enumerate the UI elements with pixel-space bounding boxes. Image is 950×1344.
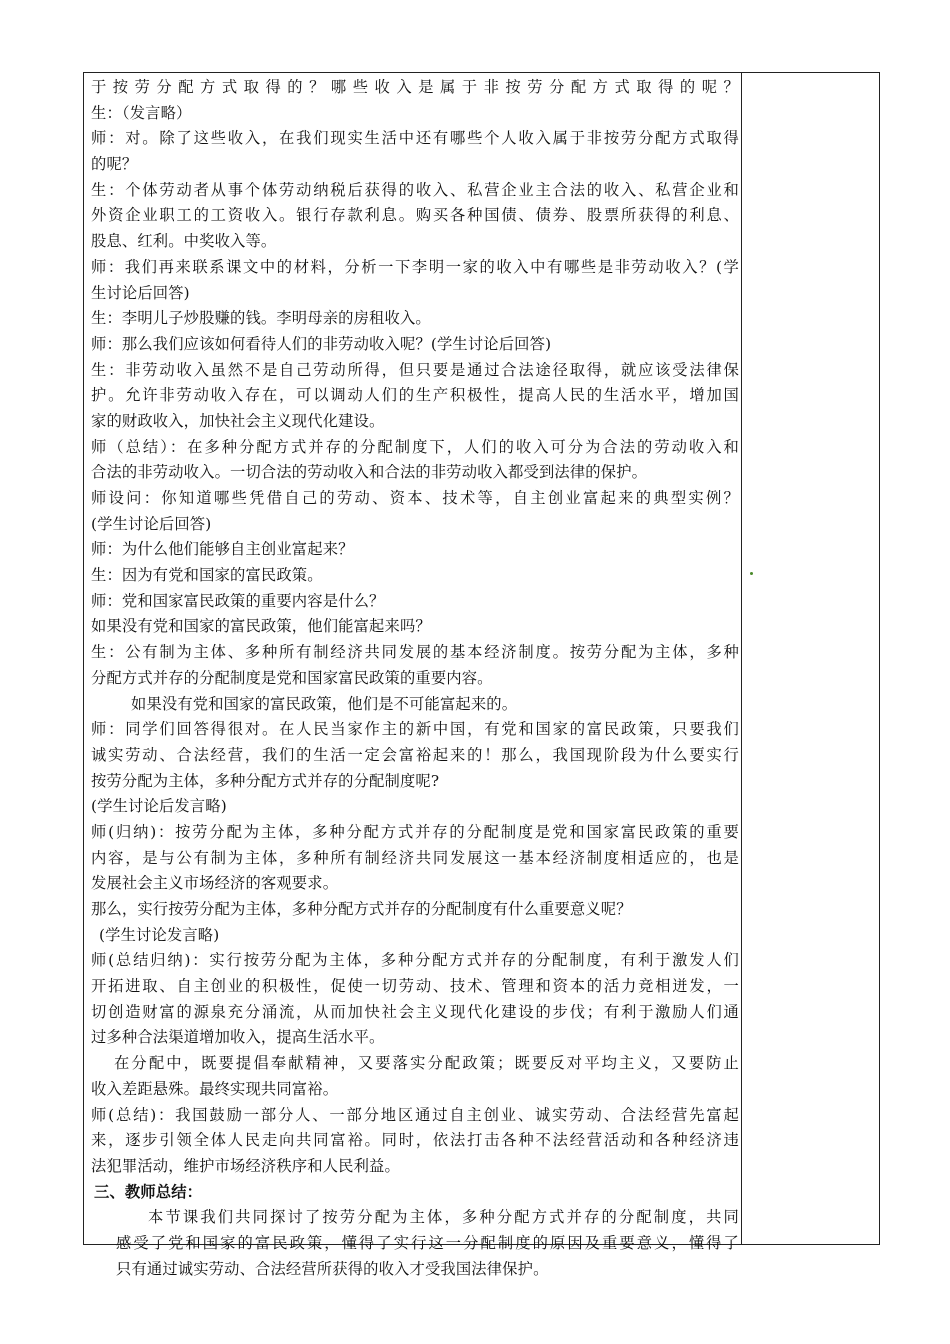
text-line: 生：个体劳动者从事个体劳动纳税后获得的收入、私营企业主合法的收入、私营企业和 [91, 180, 739, 199]
text-line: 师(总结)：我国鼓励一部分人、一部分地区通过自主创业、诚实劳动、合法经营先富起 [91, 1105, 739, 1124]
text-line: 师（总结）：在多种分配方式并存的分配制度下，人们的收入可分为合法的劳动收入和 [91, 437, 739, 456]
text-line: 法犯罪活动，维护市场经济秩序和人民利益。 [91, 1156, 400, 1175]
text-line: (学生讨论发言略) [99, 925, 220, 944]
text-line: 生：（发言略） [91, 103, 192, 122]
text-line: 只有通过诚实劳动、合法经营所获得的收入才受我国法律保护。 [116, 1259, 549, 1278]
text-line: 师(总结归纳)：实行按劳分配为主体，多种分配方式并存的分配制度，有利于激发人们 [91, 951, 739, 970]
text-line: 发展社会主义市场经济的客观要求。 [91, 874, 339, 893]
text-line: 师：那么我们应该如何看待人们的非劳动收入呢？(学生讨论后回答) [91, 334, 552, 353]
text-line: 分配方式并存的分配制度是党和国家富民政策的重要内容。 [91, 668, 493, 687]
text-line: 按劳分配为主体，多种分配方式并存的分配制度呢? [91, 771, 440, 790]
text-line: 感受了党和国家的富民政策，懂得了实行这一分配制度的原因及重要意义，懂得了 [116, 1233, 739, 1252]
text-line: 师设问：你知道哪些凭借自己的劳动、资本、技术等，自主创业富起来的典型实例？ [91, 489, 739, 507]
text-line: 家的财政收入，加快社会主义现代化建设。 [91, 411, 385, 430]
text-line: 合法的非劳动收入。一切合法的劳动收入和合法的非劳动收入都受到法律的保护。 [91, 463, 648, 482]
text-line: 过多种合法渠道增加收入，提高生活水平。 [91, 1028, 385, 1047]
text-line: 生：公有制为主体、多种所有制经济共同发展的基本经济制度。按劳分配为主体，多种 [91, 643, 739, 662]
text-line: 诚实劳动、合法经营，我们的生活一定会富裕起来的！那么，我国现阶段为什么要实行 [91, 745, 739, 764]
text-line: 外资企业职工的工资收入。银行存款利息。购买各种国债、债券、股票所获得的利息、 [91, 206, 739, 225]
text-line: 内容，是与公有制为主体，多种所有制经济共同发展这一基本经济制度相适应的，也是 [91, 848, 739, 867]
text-line: 股息、红利。中奖收入等。 [91, 232, 277, 251]
stray-mark [750, 572, 753, 575]
text-line: 师：同学们回答得很对。在人民当家作主的新中国，有党和国家的富民政策，只要我们 [91, 720, 739, 739]
text-line: 于按劳分配方式取得的？哪些收入是属于非按劳分配方式取得的呢？ [91, 78, 739, 96]
text-line: 如果没有党和国家的富民政策，他们是不可能富起来的。 [131, 694, 518, 713]
text-line: 师：我们再来联系课文中的材料，分析一下李明一家的收入中有哪些是非劳动收入？(学 [91, 257, 739, 276]
text-line: 在分配中，既要提倡奉献精神，又要落实分配政策；既要反对平均主义，又要防止 [114, 1054, 739, 1073]
text-line: (学生讨论后发言略) [91, 797, 227, 816]
column-divider [741, 72, 742, 1245]
text-line: 师(归纳)：按劳分配为主体，多种分配方式并存的分配制度是党和国家富民政策的重要 [91, 822, 739, 841]
text-line: 开拓进取、自主创业的积极性，促使一切劳动、技术、管理和资本的活力竞相迸发，一 [91, 977, 739, 996]
text-line: 师：对。除了这些收入，在我们现实生活中还有哪些个人收入属于非按劳分配方式取得 [91, 129, 739, 148]
text-line: 生讨论后回答) [91, 283, 190, 302]
text-line: 的呢？ [91, 155, 138, 174]
text-line: 收入差距悬殊。最终实现共同富裕。 [91, 1079, 339, 1098]
section-heading: 三、教师总结： [94, 1182, 203, 1201]
text-line: 护。允许非劳动收入存在，可以调动人们的生产积极性，提高人民的生活水平，增加国 [91, 386, 739, 405]
text-line: 切创造财富的源泉充分涌流，从而加快社会主义现代化建设的步伐；有利于激励人们通 [91, 1002, 739, 1021]
text-line: 如果没有党和国家的富民政策，他们能富起来吗？ [91, 617, 431, 636]
text-line: 本节课我们共同探讨了按劳分配为主体，多种分配方式并存的分配制度，共同 [148, 1208, 739, 1227]
text-line: 生：因为有党和国家的富民政策。 [91, 566, 323, 585]
lesson-content [91, 75, 739, 1282]
text-line: 那么，实行按劳分配为主体，多种分配方式并存的分配制度有什么重要意义呢？ [91, 900, 632, 918]
text-line: 来，逐步引领全体人民走向共同富裕。同时，依法打击各种不法经营活动和各种经济违 [91, 1131, 739, 1150]
text-line: 师：为什么他们能够自主创业富起来？ [91, 540, 354, 559]
text-line: 师：党和国家富民政策的重要内容是什么？ [91, 591, 385, 610]
text-line: 生：非劳动收入虽然不是自己劳动所得，但只要是通过合法途径取得，就应该受法律保 [91, 360, 739, 379]
text-line: (学生讨论后回答) [91, 514, 212, 533]
text-line: 生：李明儿子炒股赚的钱。李明母亲的房租收入。 [91, 309, 431, 328]
